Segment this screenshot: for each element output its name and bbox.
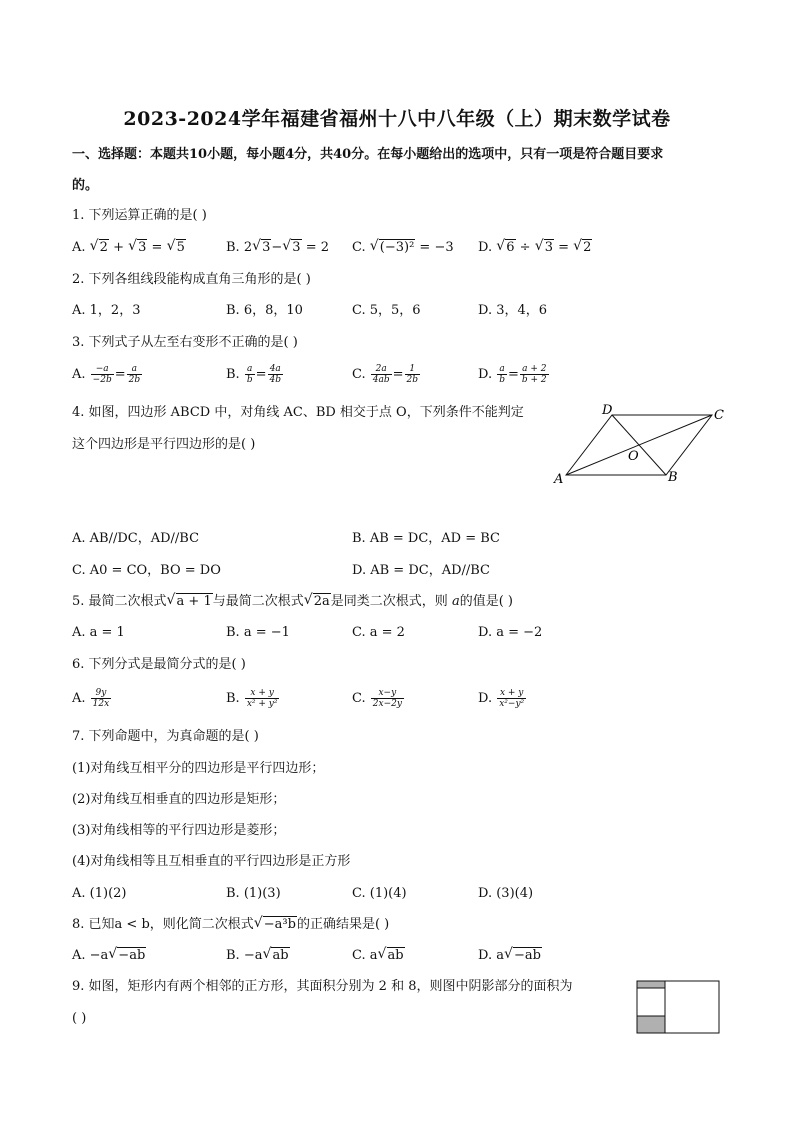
q4-stem-line1: 4. 如图，四边形 ABCD 中，对角线 AC、BD 相交于点 O，下列条件不能判定 bbox=[72, 405, 524, 420]
q4-option-d: D. AB = DC，AD//BC bbox=[352, 563, 491, 578]
q3-option-d: D. $\frac{a}{b}$ = $\frac{a + 2}{b + 2}$ bbox=[478, 364, 547, 385]
q8-option-d: D. a√ −ab bbox=[478, 947, 542, 965]
q2-option-a: A. 1，2，3 bbox=[72, 303, 141, 318]
q3-option-b: B. $\frac{a}{b}$ = $\frac{4a}{4b}$ bbox=[226, 364, 281, 385]
q9-shaded-bottom bbox=[637, 1016, 665, 1033]
fig-label-d: D bbox=[602, 403, 613, 418]
page-title: 2023-2024学年福建省福州十八中八年级（上）期末数学试卷 bbox=[123, 108, 671, 130]
fig-label-c: C bbox=[714, 408, 724, 423]
q5-stem: 5. 最简二次根式√ a + 1与最简二次根式√ 2a是同类二次根式，则 a的值是( ) bbox=[72, 593, 513, 611]
q6-option-b: B. $\frac{x + y}{\text{x² + y²}}$ bbox=[226, 688, 278, 709]
q4-option-a: A. AB//DC，AD//BC bbox=[72, 531, 200, 546]
q7-option-c: C. (1)(4) bbox=[352, 886, 407, 901]
q2-option-c: C. 5，5，6 bbox=[352, 303, 421, 318]
q5-option-c: C. a = 2 bbox=[352, 625, 405, 640]
q2-option-b: B. 6，8，10 bbox=[226, 303, 303, 318]
q4-option-b: B. AB = DC，AD = BC bbox=[352, 531, 500, 546]
q4-option-c: C. A0 = CO，BO = DO bbox=[72, 563, 221, 578]
q7-proposition-2: (2)对角线互相垂直的四边形是矩形； bbox=[72, 792, 286, 807]
q1-option-c: C. √ (−3)² = −3 bbox=[352, 239, 454, 257]
q5-option-b: B. a = −1 bbox=[226, 625, 290, 640]
q7-option-b: B. (1)(3) bbox=[226, 886, 281, 901]
q6-option-d: D. $\frac{x + y}{\text{x²−y²}}$ bbox=[478, 688, 525, 709]
q6-option-c: C. $\frac{x-y}{2x-2y}$ bbox=[352, 688, 402, 709]
section-instructions-line1: 一、选择题：本题共10小题，每小题4分，共40分。在每小题给出的选项中，只有一项是符合题目要求 bbox=[72, 147, 664, 162]
q7-proposition-4: (4)对角线相等且互相垂直的平行四边形是正方形 bbox=[72, 854, 351, 869]
q3-option-a: A. $\frac{-a}{-2b}$ = $\frac{a}{2b}$ bbox=[72, 364, 141, 385]
q7-proposition-1: (1)对角线互相平分的四边形是平行四边形； bbox=[72, 761, 325, 776]
q1-option-d: D. √ 6 ÷ √ 3 = √ 2 bbox=[478, 239, 592, 257]
q8-stem: 8. 已知a < b，则化简二次根式√ −a³b的正确结果是( ) bbox=[72, 916, 389, 934]
q2-option-d: D. 3，4，6 bbox=[478, 303, 548, 318]
q4-stem-line2: 这个四边形是平行四边形的是( ) bbox=[72, 437, 256, 452]
section-instructions-line2: 的。 bbox=[72, 178, 99, 193]
q9-shaded-top bbox=[637, 981, 665, 988]
q7-stem: 7. 下列命题中，为真命题的是( ) bbox=[72, 729, 259, 744]
q3-stem: 3. 下列式子从左至右变形不正确的是( ) bbox=[72, 335, 298, 350]
fig-label-b: B bbox=[668, 470, 678, 485]
q1-stem: 1. 下列运算正确的是( ) bbox=[72, 208, 207, 223]
q8-option-a: A. −a√ −ab bbox=[72, 947, 146, 965]
q6-option-a: A. $\frac{9y}{12x}$ bbox=[72, 688, 110, 709]
q4-parallelogram-figure bbox=[552, 400, 732, 490]
fig-label-o: O bbox=[628, 449, 639, 464]
q5-option-d: D. a = −2 bbox=[478, 625, 543, 640]
q1-option-b: B. 2√ 3−√ 3 = 2 bbox=[226, 239, 329, 257]
q9-rectangle-squares-figure bbox=[636, 980, 722, 1036]
q7-option-d: D. (3)(4) bbox=[478, 886, 534, 901]
q2-stem: 2. 下列各组线段能构成直角三角形的是( ) bbox=[72, 272, 311, 287]
q9-stem-line1: 9. 如图，矩形内有两个相邻的正方形，其面积分别为 2 和 8，则图中阴影部分的面积为 bbox=[72, 979, 573, 994]
q5-option-a: A. a = 1 bbox=[72, 625, 125, 640]
q8-option-c: C. a√ ab bbox=[352, 947, 405, 965]
q6-stem: 6. 下列分式是最简分式的是( ) bbox=[72, 657, 246, 672]
q9-stem-line2: ( ) bbox=[72, 1011, 87, 1026]
q1-option-a: A. √ 2 + √ 3 = √ 5 bbox=[72, 239, 186, 257]
fig-label-a: A bbox=[554, 472, 564, 487]
q3-option-c: C. $\frac{2a}{4ab}$ = $\frac{1}{2b}$ bbox=[352, 364, 419, 385]
q7-option-a: A. (1)(2) bbox=[72, 886, 127, 901]
q7-proposition-3: (3)对角线相等的平行四边形是菱形； bbox=[72, 823, 286, 838]
q8-option-b: B. −a√ ab bbox=[226, 947, 290, 965]
